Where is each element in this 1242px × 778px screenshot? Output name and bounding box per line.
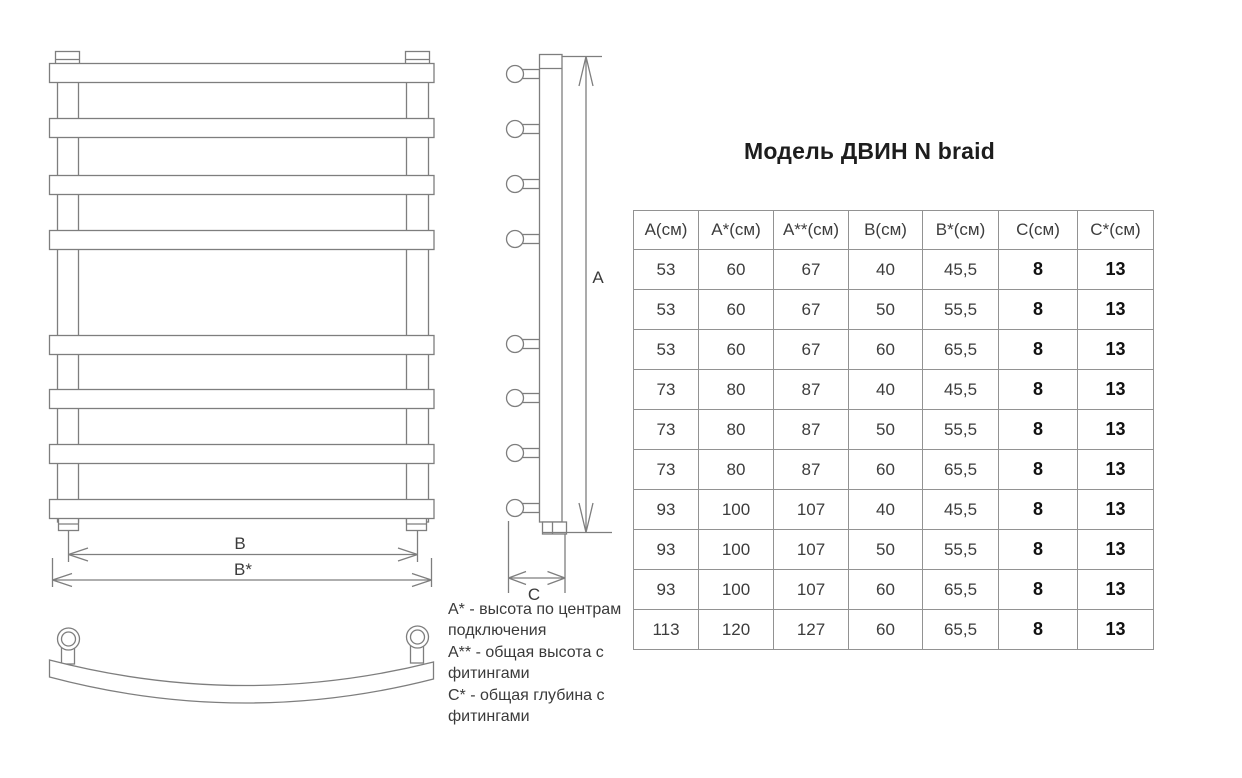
front-bars <box>50 64 435 519</box>
table-row <box>634 570 1154 610</box>
table-cell: 45,5 <box>923 250 999 290</box>
table-cell: 40 <box>849 490 923 530</box>
table-cell: 107 <box>774 570 849 610</box>
table-cell: 53 <box>634 250 699 290</box>
table-row <box>634 530 1154 570</box>
dimension-label-c: С <box>527 585 541 604</box>
bar-top-view-drawing <box>50 626 434 703</box>
table-row <box>634 450 1154 490</box>
legend-item-c-star: С* - общая глубина с фитингами <box>448 687 605 725</box>
table-cell: 73 <box>634 370 699 410</box>
table-row <box>634 330 1154 370</box>
table-cell: 13 <box>1078 530 1154 570</box>
table-cell: 55,5 <box>923 290 999 330</box>
table-cell: 60 <box>849 610 923 650</box>
table-cell: 8 <box>999 290 1078 330</box>
table-cell: 13 <box>1078 450 1154 490</box>
table-cell: 93 <box>634 490 699 530</box>
table-row <box>634 610 1154 650</box>
table-cell: 120 <box>699 610 774 650</box>
table-cell: 65,5 <box>923 570 999 610</box>
legend-item-a-dstar: А** - общая высота с фитингами <box>448 644 604 682</box>
table-cell: 100 <box>699 490 774 530</box>
table-cell: 53 <box>634 290 699 330</box>
table-cell: 8 <box>999 250 1078 290</box>
table-header-cell: В(см) <box>849 211 923 250</box>
table-cell: 67 <box>774 250 849 290</box>
table-cell: 80 <box>699 450 774 490</box>
table-header-cell: С(см) <box>999 211 1078 250</box>
table-cell: 8 <box>999 570 1078 610</box>
table-cell: 55,5 <box>923 530 999 570</box>
table-cell: 13 <box>1078 490 1154 530</box>
front-view-drawing <box>50 52 435 531</box>
table-cell: 55,5 <box>923 410 999 450</box>
table-cell: 80 <box>699 370 774 410</box>
table-row <box>634 370 1154 410</box>
table-cell: 8 <box>999 370 1078 410</box>
table-cell: 50 <box>849 530 923 570</box>
table-cell: 13 <box>1078 410 1154 450</box>
table-cell: 73 <box>634 410 699 450</box>
table-body <box>634 250 1154 650</box>
table-cell: 87 <box>774 450 849 490</box>
table-cell: 93 <box>634 570 699 610</box>
table-cell: 60 <box>699 250 774 290</box>
table-cell: 8 <box>999 450 1078 490</box>
table-cell: 100 <box>699 570 774 610</box>
table-header-cell: В*(см) <box>923 211 999 250</box>
table-cell: 107 <box>774 490 849 530</box>
table-cell: 65,5 <box>923 330 999 370</box>
table-cell: 13 <box>1078 250 1154 290</box>
table-cell: 93 <box>634 530 699 570</box>
legend-item-a-star: А* - высота по центрам подключения <box>448 601 622 639</box>
table-cell: 13 <box>1078 570 1154 610</box>
table-cell: 67 <box>774 290 849 330</box>
table-cell: 73 <box>634 450 699 490</box>
legend <box>448 599 644 728</box>
page-title: Модель ДВИН N braid <box>744 138 995 164</box>
table-cell: 13 <box>1078 610 1154 650</box>
table-header-cell: А(см) <box>634 211 699 250</box>
table-cell: 45,5 <box>923 490 999 530</box>
table-cell: 60 <box>849 450 923 490</box>
table-cell: 50 <box>849 290 923 330</box>
table-cell: 60 <box>699 290 774 330</box>
table-header-cell: А*(см) <box>699 211 774 250</box>
table-cell: 107 <box>774 530 849 570</box>
table-cell: 8 <box>999 330 1078 370</box>
top-view-ring-left <box>58 628 80 650</box>
table-cell: 65,5 <box>923 450 999 490</box>
dimension-label-b: В <box>234 534 246 553</box>
table-row <box>634 250 1154 290</box>
table-cell: 13 <box>1078 370 1154 410</box>
table-cell: 40 <box>849 370 923 410</box>
curved-bar <box>50 660 434 703</box>
table-header-cell: А**(см) <box>774 211 849 250</box>
table-cell: 13 <box>1078 330 1154 370</box>
table-cell: 87 <box>774 410 849 450</box>
table-cell: 60 <box>849 330 923 370</box>
table-cell: 113 <box>634 610 699 650</box>
table-cell: 87 <box>774 370 849 410</box>
top-view-ring-right <box>407 626 429 648</box>
table-cell: 60 <box>849 570 923 610</box>
table-cell: 127 <box>774 610 849 650</box>
table-row <box>634 490 1154 530</box>
dimension-label-a: А <box>592 268 604 287</box>
table-cell: 40 <box>849 250 923 290</box>
table-cell: 67 <box>774 330 849 370</box>
table-cell: 53 <box>634 330 699 370</box>
table-cell: 8 <box>999 530 1078 570</box>
table-row <box>634 410 1154 450</box>
side-post <box>540 55 563 523</box>
table-cell: 13 <box>1078 290 1154 330</box>
table-cell: 8 <box>999 490 1078 530</box>
table-header-row <box>634 211 1154 250</box>
table-cell: 8 <box>999 410 1078 450</box>
table-header-cell: С*(см) <box>1078 211 1154 250</box>
table-cell: 100 <box>699 530 774 570</box>
table-row <box>634 290 1154 330</box>
side-bar-stubs <box>522 70 540 513</box>
table-cell: 60 <box>699 330 774 370</box>
table-cell: 50 <box>849 410 923 450</box>
table-cell: 80 <box>699 410 774 450</box>
table-cell: 45,5 <box>923 370 999 410</box>
dimension-label-b-star: В* <box>234 560 252 579</box>
dimensions-table <box>633 210 1154 650</box>
table-cell: 8 <box>999 610 1078 650</box>
side-view-drawing <box>507 55 567 535</box>
table-cell: 65,5 <box>923 610 999 650</box>
side-bar-ends <box>507 66 524 517</box>
